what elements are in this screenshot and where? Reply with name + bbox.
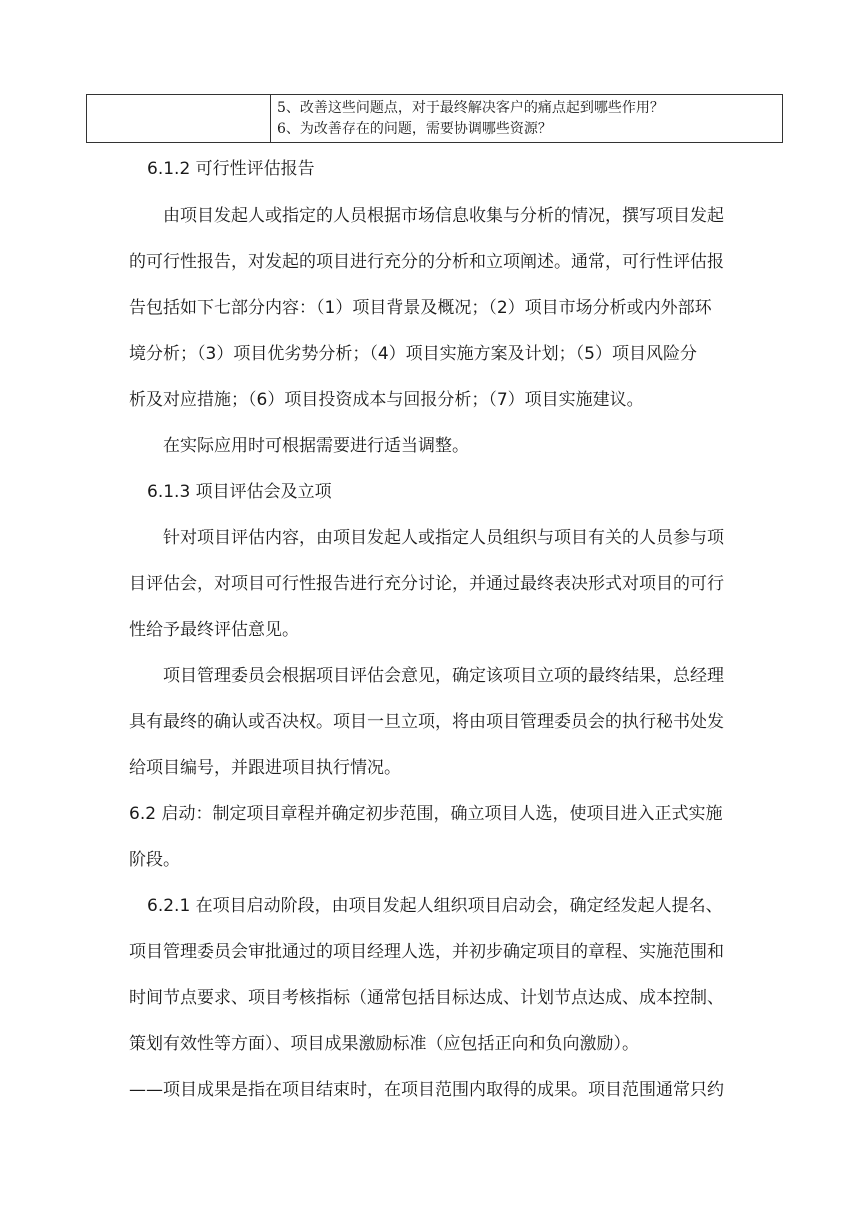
paragraph-line: 阶段。 bbox=[129, 850, 180, 870]
paragraph-line: 项目管理委员会审批通过的项目经理人选，并初步确定项目的章程、实施范围和 bbox=[129, 942, 724, 962]
paragraph-line: 境分析；（3）项目优劣势分析；（4）项目实施方案及计划；（5）项目风险分 bbox=[129, 344, 697, 364]
section-heading-6-2: 6.2 启动：制定项目章程并确定初步范围，确立项目人选，使项目进入正式实施 bbox=[129, 804, 723, 824]
table-row bbox=[87, 95, 783, 143]
paragraph-line: 性给予最终评估意见。 bbox=[129, 620, 299, 640]
paragraph-line: 策划有效性等方面）、项目成果激励标准（应包括正向和负向激励）。 bbox=[129, 1034, 639, 1054]
paragraph-line: 针对项目评估内容，由项目发起人或指定人员组织与项目有关的人员参与项 bbox=[163, 528, 724, 548]
note-line: ——项目成果是指在项目结束时，在项目范围内取得的成果。项目范围通常只约 bbox=[129, 1080, 724, 1100]
continuation-table bbox=[86, 94, 783, 143]
section-heading-6-1-2: 6.1.2 可行性评估报告 bbox=[147, 159, 315, 179]
section-heading-6-1-3: 6.1.3 项目评估会及立项 bbox=[147, 482, 332, 502]
paragraph-line: 告包括如下七部分内容：（1）项目背景及概况；（2）项目市场分析或内外部环 bbox=[129, 298, 712, 318]
table-line: 6、为改善存在的问题，需要协调哪些资源？ bbox=[277, 121, 552, 137]
paragraph-line: 在实际应用时可根据需要进行适当调整。 bbox=[163, 436, 469, 456]
table-cell-empty bbox=[87, 95, 271, 143]
paragraph-line: 由项目发起人或指定的人员根据市场信息收集与分析的情况，撰写项目发起 bbox=[163, 206, 724, 226]
paragraph-line: 析及对应措施；（6）项目投资成本与回报分析；（7）项目实施建议。 bbox=[129, 390, 644, 410]
paragraph-line: 的可行性报告，对发起的项目进行充分的分析和立项阐述。通常，可行性评估报 bbox=[129, 252, 724, 272]
table-line: 5、改善这些问题点，对于最终解决客户的痛点起到哪些作用？ bbox=[277, 100, 664, 116]
paragraph-line: 时间节点要求、项目考核指标（通常包括目标达成、计划节点达成、成本控制、 bbox=[129, 988, 724, 1008]
section-6-2-1-line: 6.2.1 在项目启动阶段，由项目发起人组织项目启动会，确定经发起人提名、 bbox=[147, 896, 723, 916]
paragraph-line: 具有最终的确认或否决权。项目一旦立项，将由项目管理委员会的执行秘书处发 bbox=[129, 712, 724, 732]
paragraph-line: 项目管理委员会根据项目评估会意见，确定该项目立项的最终结果，总经理 bbox=[163, 666, 724, 686]
paragraph-line: 目评估会，对项目可行性报告进行充分讨论，并通过最终表决形式对项目的可行 bbox=[129, 574, 724, 594]
paragraph-line: 给项目编号，并跟进项目执行情况。 bbox=[129, 758, 401, 778]
table-cell-content bbox=[271, 95, 783, 143]
